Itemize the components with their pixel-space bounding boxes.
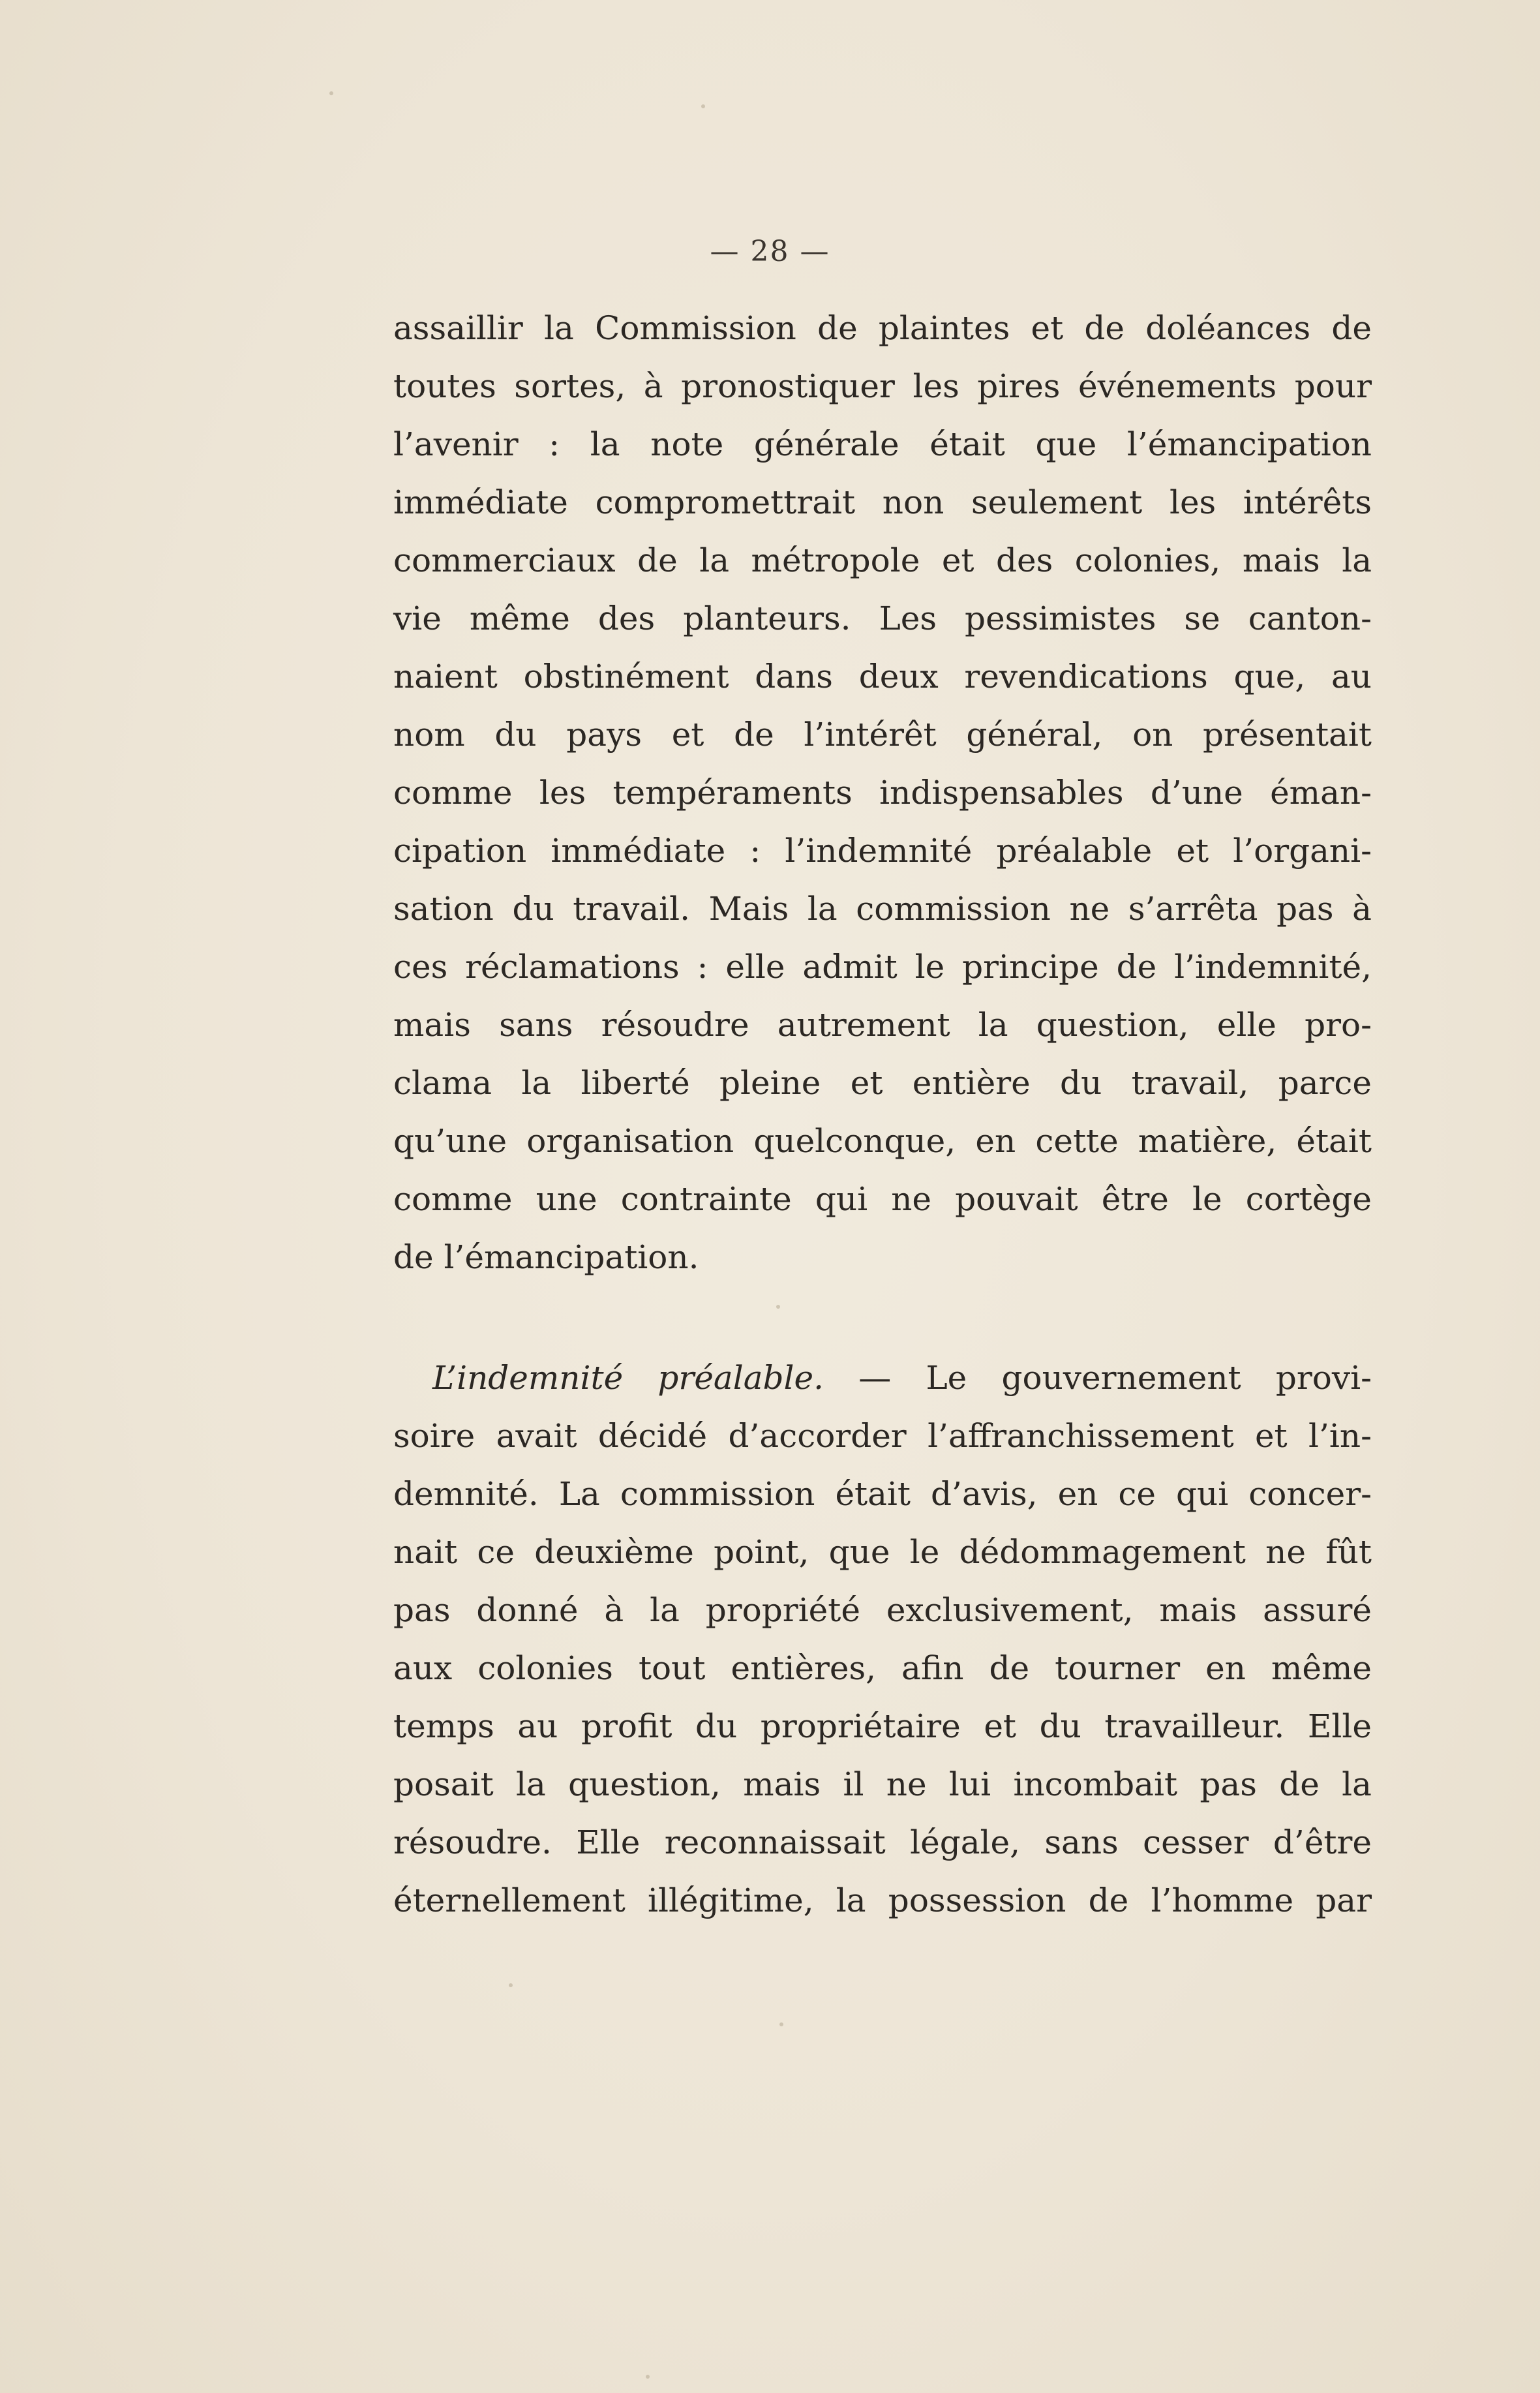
text-line: clama la liberté pleine et entière du travail, parce xyxy=(393,1064,1372,1102)
text-line: cipation immédiate : l’indemnité préalable et l’organi- xyxy=(393,832,1372,870)
text-line: commerciaux de la métropole et des colonies, mais la xyxy=(393,541,1372,579)
section-heading-line xyxy=(432,1352,1372,1404)
text-line: naient obstinément dans deux revendications que, au xyxy=(393,658,1372,695)
paper-speck xyxy=(509,1983,513,1987)
text-line: aux colonies tout entières, afin de tourner en même xyxy=(393,1649,1372,1687)
text-line: comme les tempéraments indispensables d’une éman- xyxy=(393,774,1372,812)
text-line: mais sans résoudre autrement la question, elle pro- xyxy=(393,1006,1372,1044)
text-line: soire avait décidé d’accorder l’affranchissement et l’in- xyxy=(393,1417,1372,1455)
text-line: qu’une organisation quelconque, en cette matière, était xyxy=(393,1122,1372,1160)
text-line: vie même des planteurs. Les pessimistes se canton- xyxy=(393,600,1372,637)
text-line: ces réclamations : elle admit le principe de l’indemnité, xyxy=(393,948,1372,986)
text-line: toutes sortes, à pronostiquer les pires événements pour xyxy=(393,367,1372,405)
text-line: sation du travail. Mais la commission ne s’arrêta pas à xyxy=(393,890,1372,928)
text-line: pas donné à la propriété exclusivement, mais assuré xyxy=(393,1591,1372,1629)
text-fragment: — Le gouvernement provi- xyxy=(824,1359,1372,1397)
text-line: immédiate compromettrait non seulement les intérêts xyxy=(393,483,1372,521)
paper-speck xyxy=(701,104,705,108)
paper-speck xyxy=(776,1305,780,1309)
paper-speck xyxy=(329,91,333,95)
text-line: de l’émancipation. xyxy=(393,1238,699,1276)
text-line: demnité. La commission était d’avis, en ce qui concer- xyxy=(393,1475,1372,1513)
text-line: assaillir la Commission de plaintes et de doléances de xyxy=(393,309,1372,347)
text-line: nom du pays et de l’intérêt général, on présentait xyxy=(393,716,1372,754)
text-line: éternellement illégitime, la possession de l’homme par xyxy=(393,1882,1372,1919)
text-line: résoudre. Elle reconnaissait légale, sans cesser d’être xyxy=(393,1823,1372,1861)
section-heading: L’indemnité préalable. xyxy=(432,1359,824,1397)
paper-speck xyxy=(779,2022,783,2026)
text-line: l’avenir : la note générale était que l’émancipation xyxy=(393,425,1372,463)
text-line: comme une contrainte qui ne pouvait être le cortège xyxy=(393,1180,1372,1218)
text-line: nait ce deuxième point, que le dédommagement ne fût xyxy=(393,1533,1372,1571)
text-line: posait la question, mais il ne lui incombait pas de la xyxy=(393,1765,1372,1803)
page-number: — 28 — xyxy=(710,235,830,268)
text-line: temps au profit du propriétaire et du travailleur. Elle xyxy=(393,1707,1372,1745)
paper-speck xyxy=(646,2375,650,2379)
